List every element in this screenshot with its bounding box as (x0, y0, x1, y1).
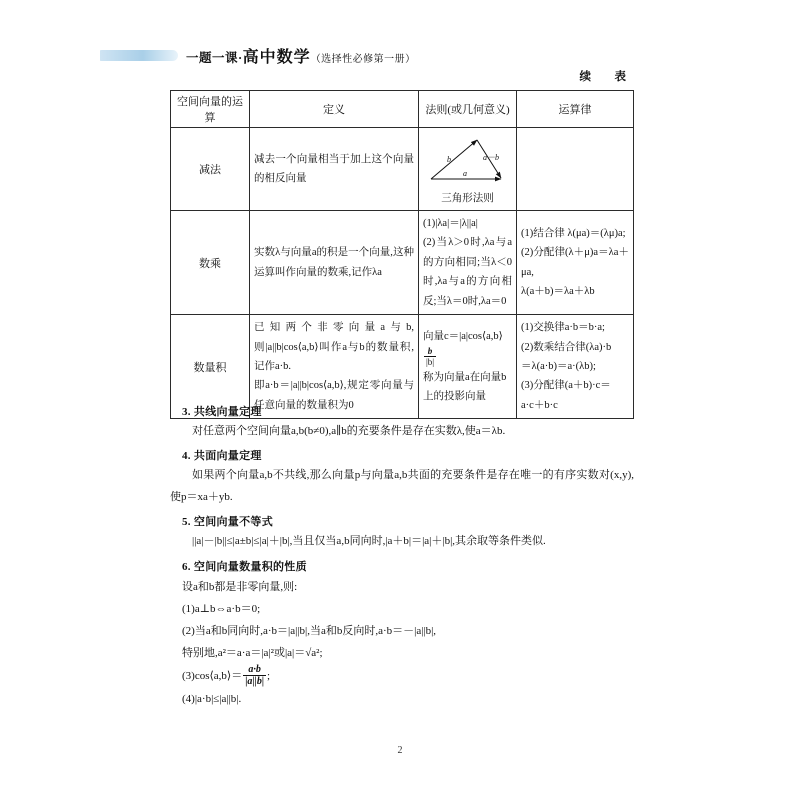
rules-scalar-multiplication (419, 211, 517, 315)
projection-formula (423, 327, 512, 368)
svg-text:a: a (462, 169, 467, 178)
column-header-rule: 法则(或几何意义) (419, 91, 517, 128)
rule-figure-triangle (419, 128, 517, 211)
column-header-operation: 空间向量的运算 (171, 91, 250, 128)
law-item: ＝λ(a·b)＝a·(λb); (521, 360, 596, 372)
operation-name-scalar-multiplication: 数乘 (171, 211, 250, 315)
fraction-numerator: a·b (248, 663, 261, 675)
fraction-denominator: |a||b| (245, 676, 265, 688)
column-header-laws: 运算律 (517, 91, 634, 128)
projection-fraction (424, 346, 436, 368)
rule-item: (2)当λ＞0时,λa与a的方向相同;当λ＜0时,λa与a的方向相反;当λ＝0时,λa＝0 (423, 237, 512, 307)
triangle-rule-caption: 三角形法则 (441, 193, 494, 204)
laws-subtraction (517, 128, 634, 211)
definition-line: 已知两个非零向量a与b,则|a||b|cos⟨a,b⟩叫作a与b的数量积,记作a·b. (254, 322, 414, 372)
vector-operations-table (170, 90, 634, 419)
section-heading: 4. 共面向量定理 (182, 450, 262, 463)
laws-scalar-multiplication (517, 211, 634, 315)
section-vector-inequality (170, 513, 634, 552)
section-heading: 3. 共线向量定理 (182, 406, 262, 418)
svg-text:a－b: a－b (482, 153, 499, 162)
section-paragraph: 如果两个向量a,b不共线,那么向量p与向量a,b共面的充要条件是存在唯一的有序实数对(x,y),使p＝xa＋yb. (170, 469, 634, 503)
fraction-numerator: b (427, 346, 433, 357)
property-item: (1)a⊥b⇔a·b＝0; (182, 602, 261, 615)
properties-intro: 设a和b都是非零向量,则: (182, 580, 298, 593)
rule-item: (1)|λa|＝|λ||a| (423, 218, 478, 229)
page-number: 2 (397, 745, 403, 756)
definition-subtraction: 减去一个向量相当于加上这个向量的相反向量 (250, 128, 419, 211)
header-series: 一题一课· (186, 50, 243, 65)
property-item-cosine (170, 664, 634, 688)
law-item: (2)分配律(λ＋μ)a＝λa＋μa, (521, 247, 629, 278)
law-item: λ(a＋b)＝λa＋λb (521, 285, 595, 297)
column-header-definition: 定义 (250, 91, 419, 128)
section-collinear-vector-theorem (170, 403, 634, 442)
triangle-rule-diagram (425, 135, 511, 189)
operation-name-dot-product: 数量积 (171, 315, 250, 419)
section-dot-product-properties (170, 558, 634, 710)
operation-name-subtraction: 减法 (171, 128, 250, 211)
section-coplanar-vector-theorem (170, 447, 634, 508)
svg-text:b: b (446, 155, 451, 164)
document-body (170, 398, 634, 710)
law-item: (1)结合律 λ(μa)＝(λμ)a; (521, 227, 626, 239)
fraction-denominator: |b| (426, 357, 435, 368)
table-row (171, 211, 634, 315)
section-paragraph: 对任意两个空间向量a,b(b≠0),a∥b的充要条件是存在实数λ,使a＝λb. (192, 425, 506, 437)
header-volume: （选择性必修第一册） (310, 53, 416, 65)
projection-description: 称为向量a在向量b上的投影向量 (423, 371, 507, 403)
section-paragraph: ||a|－|b||≤|a±b|≤|a|＋|b|,当且仅当a,b同向时,|a＋b|＝|a|＋|b|,其余取等条件类似. (192, 535, 546, 548)
law-item: (2)数乘结合律(λa)·b (521, 341, 612, 353)
header-accent-bar (100, 50, 178, 61)
cosine-formula-terminator: ; (267, 669, 271, 682)
continued-table-label: 续 表 (579, 71, 632, 83)
law-item: (1)交换律a·b＝b·a; (521, 322, 605, 334)
table-header-row (171, 91, 634, 128)
law-item: a·c＋b·c (521, 399, 558, 411)
property-item: (4)|a·b|≤|a||b|. (182, 692, 242, 705)
page-title: 高中数学 (242, 48, 311, 66)
running-head (100, 44, 700, 66)
cosine-formula-label: (3)cos⟨a,b⟩＝ (182, 669, 243, 682)
property-item: 特别地,a²＝a·a＝|a|²或|a|＝√a²; (182, 646, 323, 659)
definition-line: 即a·b＝|a||b|cos⟨a,b⟩,规定零向量与任意向量的数量积为0 (254, 380, 414, 411)
table-row (171, 128, 634, 211)
section-heading: 5. 空间向量不等式 (182, 516, 273, 529)
property-item: (2)当a和b同向时,a·b＝|a||b|,当a和b反向时,a·b＝－|a||b|, (182, 624, 437, 637)
section-heading: 6. 空间向量数量积的性质 (182, 560, 307, 573)
law-item: (3)分配律(a＋b)·c＝ (521, 380, 611, 392)
projection-formula-text: 向量c＝|a|cos⟨a,b⟩ (423, 330, 503, 342)
cosine-fraction (243, 664, 266, 688)
definition-scalar-multiplication: 实数λ与向量a的积是一个向量,这种运算叫作向量的数乘,记作λa (250, 211, 419, 315)
